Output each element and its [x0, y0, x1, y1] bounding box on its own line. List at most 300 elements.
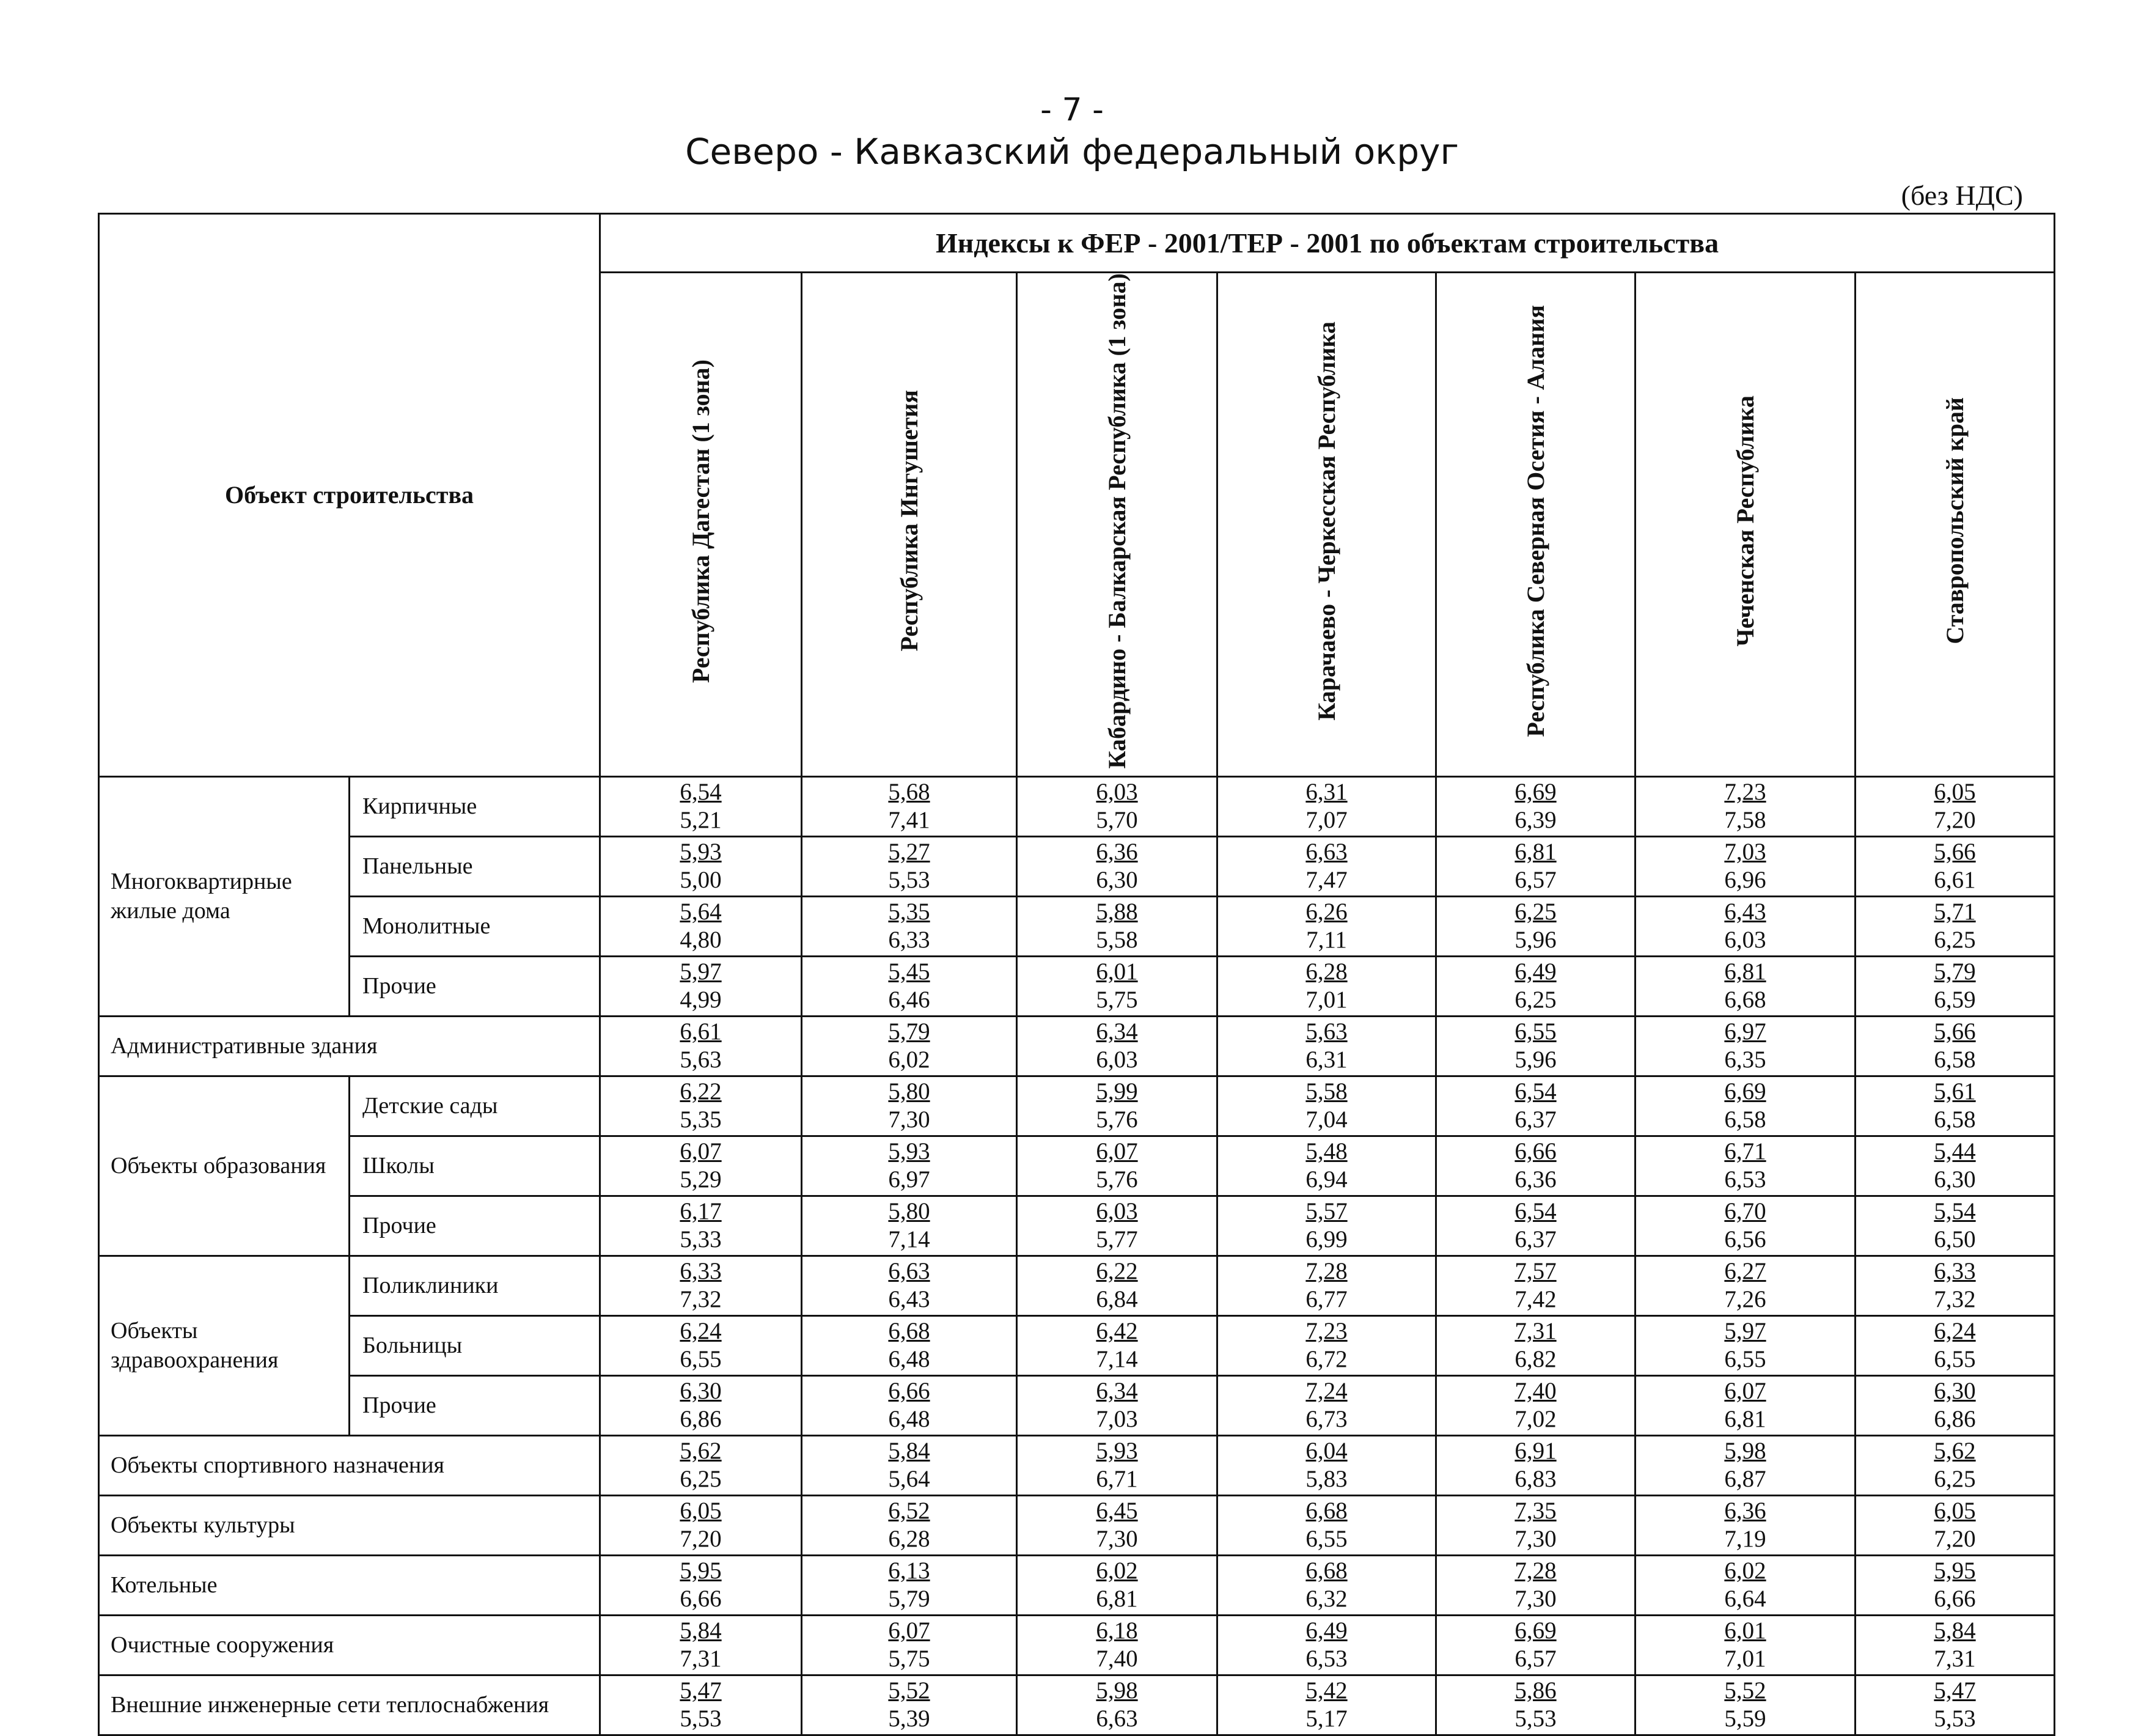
- index-value-top: 6,07: [1096, 1138, 1138, 1164]
- index-value-top: 7,03: [1724, 839, 1766, 865]
- index-value-top: 5,47: [680, 1677, 722, 1704]
- index-cell: [1856, 1315, 2055, 1375]
- table-row: [99, 1136, 2055, 1196]
- index-cell: [1017, 1196, 1217, 1256]
- index-cell: [1217, 1076, 1436, 1136]
- index-cell: [1636, 1675, 1856, 1735]
- index-cell: [1856, 836, 2055, 896]
- index-value-bottom: 6,77: [1305, 1286, 1348, 1312]
- index-value-top: 5,79: [1934, 958, 1976, 985]
- index-value-top: 5,52: [1724, 1677, 1766, 1704]
- index-value-top: 6,68: [888, 1318, 930, 1344]
- region-label: Ставропольский край: [1940, 397, 1969, 645]
- index-value-bottom: 6,31: [1305, 1046, 1348, 1073]
- index-value-bottom: 6,02: [888, 1046, 930, 1073]
- index-cell: [1436, 1076, 1636, 1136]
- index-value-bottom: 5,83: [1305, 1466, 1348, 1492]
- index-value-bottom: 6,46: [888, 987, 930, 1013]
- index-value-bottom: 6,33: [888, 927, 930, 953]
- index-value-top: 5,97: [680, 958, 722, 985]
- index-value-bottom: 5,17: [1305, 1705, 1348, 1732]
- index-value-top: 6,54: [680, 779, 722, 805]
- index-cell: [600, 1555, 802, 1615]
- index-cell: [600, 1136, 802, 1196]
- index-value-bottom: 6,58: [1934, 1046, 1976, 1073]
- index-value-bottom: 6,82: [1514, 1346, 1557, 1372]
- index-value-bottom: 5,76: [1096, 1166, 1138, 1193]
- index-value-bottom: 6,97: [888, 1166, 930, 1193]
- index-cell: [802, 776, 1017, 836]
- index-value-top: 5,52: [888, 1677, 930, 1704]
- index-value-bottom: 6,36: [1514, 1166, 1557, 1193]
- index-cell: [802, 1555, 1017, 1615]
- table-row: [99, 776, 2055, 836]
- index-value-top: 6,55: [1514, 1018, 1557, 1045]
- table-row: [99, 1615, 2055, 1675]
- index-value-bottom: 7,42: [1514, 1286, 1557, 1312]
- index-cell: [1217, 1375, 1436, 1435]
- index-value-top: 5,84: [680, 1617, 722, 1644]
- index-value-bottom: 6,37: [1514, 1106, 1557, 1133]
- index-value-bottom: 6,28: [888, 1526, 930, 1552]
- region-label: Кабардино - Балкарская Республика (1 зона): [1103, 273, 1131, 769]
- index-value-top: 5,44: [1934, 1138, 1976, 1164]
- index-value-top: 6,01: [1096, 958, 1138, 985]
- index-value-bottom: 6,84: [1096, 1286, 1138, 1312]
- index-cell: [802, 1495, 1017, 1555]
- index-value-bottom: 6,57: [1514, 867, 1557, 893]
- index-value-top: 6,54: [1514, 1198, 1557, 1224]
- subtype-label: Больницы: [350, 1315, 600, 1375]
- index-value-top: 6,02: [1724, 1558, 1766, 1584]
- index-cell: [802, 896, 1017, 956]
- index-value-top: 6,34: [1096, 1378, 1138, 1404]
- index-value-bottom: 6,86: [1934, 1406, 1976, 1432]
- group-label: Многоквартирные жилые дома: [99, 776, 350, 1016]
- index-cell: [600, 1315, 802, 1375]
- index-value-bottom: 7,04: [1305, 1106, 1348, 1133]
- object-label: Котельные: [99, 1555, 600, 1615]
- index-value-bottom: 6,03: [1096, 1046, 1138, 1073]
- index-cell: [802, 1196, 1017, 1256]
- index-value-bottom: 7,58: [1724, 807, 1766, 833]
- subtype-label: Детские сады: [350, 1076, 600, 1136]
- subtype-label: Кирпичные: [350, 776, 600, 836]
- index-value-bottom: 7,11: [1306, 927, 1347, 953]
- index-value-bottom: 5,21: [680, 807, 722, 833]
- index-value-top: 5,98: [1724, 1438, 1766, 1464]
- index-cell: [1856, 1136, 2055, 1196]
- index-cell: [1436, 776, 1636, 836]
- index-value-top: 6,22: [680, 1078, 722, 1105]
- index-value-bottom: 6,37: [1514, 1226, 1557, 1252]
- vat-note: (без НДС): [1901, 180, 2023, 211]
- index-cell: [1217, 1435, 1436, 1495]
- index-value-top: 5,42: [1305, 1677, 1348, 1704]
- index-value-top: 5,86: [1514, 1677, 1557, 1704]
- table-row: [99, 1196, 2055, 1256]
- index-cell: [1217, 956, 1436, 1016]
- region-header: [1636, 273, 1856, 777]
- index-value-bottom: 6,25: [680, 1466, 722, 1492]
- index-value-bottom: 5,70: [1096, 807, 1138, 833]
- region-label: Республика Ингушетия: [895, 390, 923, 652]
- index-cell: [1217, 896, 1436, 956]
- index-cell: [1436, 896, 1636, 956]
- subtype-label: Панельные: [350, 836, 600, 896]
- index-cell: [802, 1315, 1017, 1375]
- index-value-top: 5,84: [1934, 1617, 1976, 1644]
- page-number: - 7 -: [1040, 92, 1104, 128]
- index-cell: [600, 1675, 802, 1735]
- index-value-top: 6,70: [1724, 1198, 1766, 1224]
- index-value-bottom: 5,53: [1514, 1705, 1557, 1732]
- index-value-bottom: 6,03: [1724, 927, 1766, 953]
- index-value-bottom: 7,30: [1514, 1586, 1557, 1612]
- index-cell: [1017, 776, 1217, 836]
- index-cell: [600, 1375, 802, 1435]
- index-value-top: 6,05: [680, 1498, 722, 1524]
- table-row: [99, 1016, 2055, 1076]
- index-value-top: 6,71: [1724, 1138, 1766, 1164]
- index-cell: [1017, 1615, 1217, 1675]
- index-cell: [1217, 1315, 1436, 1375]
- index-value-bottom: 6,55: [680, 1346, 722, 1372]
- index-cell: [1436, 1675, 1636, 1735]
- index-value-bottom: 7,20: [680, 1526, 722, 1552]
- index-cell: [1636, 776, 1856, 836]
- index-value-bottom: 6,30: [1096, 867, 1138, 893]
- index-value-bottom: 6,63: [1096, 1705, 1138, 1732]
- index-value-bottom: 7,01: [1305, 987, 1348, 1013]
- index-value-top: 6,22: [1096, 1258, 1138, 1284]
- index-value-top: 6,05: [1934, 779, 1976, 805]
- index-value-top: 6,24: [680, 1318, 722, 1344]
- index-value-bottom: 6,83: [1514, 1466, 1557, 1492]
- index-cell: [1436, 1375, 1636, 1435]
- index-value-bottom: 6,55: [1934, 1346, 1976, 1372]
- index-value-bottom: 5,79: [888, 1586, 930, 1612]
- index-value-top: 5,95: [1934, 1558, 1976, 1584]
- table-row: [99, 956, 2055, 1016]
- object-label: Административные здания: [99, 1016, 600, 1076]
- region-header: [1856, 273, 2055, 777]
- index-value-top: 5,98: [1096, 1677, 1138, 1704]
- index-cell: [1636, 1615, 1856, 1675]
- index-value-top: 6,07: [680, 1138, 722, 1164]
- index-cell: [1856, 1675, 2055, 1735]
- index-value-bottom: 6,71: [1096, 1466, 1138, 1492]
- index-value-top: 6,31: [1305, 779, 1348, 805]
- index-value-bottom: 6,87: [1724, 1466, 1766, 1492]
- index-value-top: 6,81: [1514, 839, 1557, 865]
- index-cell: [1217, 1675, 1436, 1735]
- index-value-top: 6,66: [888, 1378, 930, 1404]
- index-cell: [600, 1016, 802, 1076]
- index-cell: [600, 956, 802, 1016]
- index-cell: [1636, 836, 1856, 896]
- subtype-label: Прочие: [350, 956, 600, 1016]
- index-cell: [1856, 1495, 2055, 1555]
- index-value-top: 6,33: [1934, 1258, 1976, 1284]
- index-cell: [1436, 1555, 1636, 1615]
- index-cell: [1436, 1435, 1636, 1495]
- index-value-bottom: 5,64: [888, 1466, 930, 1492]
- index-cell: [600, 1196, 802, 1256]
- index-value-bottom: 6,61: [1934, 867, 1976, 893]
- index-value-top: 5,80: [888, 1078, 930, 1105]
- index-cell: [802, 1076, 1017, 1136]
- group-label: Объекты образования: [99, 1076, 350, 1256]
- index-value-bottom: 5,76: [1096, 1106, 1138, 1133]
- index-cell: [1636, 1016, 1856, 1076]
- index-value-bottom: 5,96: [1514, 1046, 1557, 1073]
- index-cell: [1017, 836, 1217, 896]
- index-cell: [802, 1675, 1017, 1735]
- index-cell: [600, 896, 802, 956]
- index-value-bottom: 5,53: [1934, 1705, 1976, 1732]
- index-value-top: 6,63: [888, 1258, 930, 1284]
- index-value-bottom: 7,31: [1934, 1646, 1976, 1672]
- index-value-bottom: 6,43: [888, 1286, 930, 1312]
- index-cell: [1217, 836, 1436, 896]
- index-value-bottom: 5,35: [680, 1106, 722, 1133]
- index-value-top: 5,93: [888, 1138, 930, 1164]
- index-value-top: 5,58: [1305, 1078, 1348, 1105]
- index-cell: [1856, 1256, 2055, 1315]
- table-row: [99, 1076, 2055, 1136]
- index-value-top: 6,07: [1724, 1378, 1766, 1404]
- group-label: Объекты здравоохранения: [99, 1256, 350, 1435]
- index-cell: [1436, 1196, 1636, 1256]
- index-cell: [802, 1256, 1017, 1315]
- table-row: [99, 896, 2055, 956]
- index-cell: [1017, 1076, 1217, 1136]
- index-cell: [1217, 1256, 1436, 1315]
- index-cell: [1636, 896, 1856, 956]
- index-value-bottom: 5,59: [1724, 1705, 1766, 1732]
- region-label: Республика Северная Осетия - Алания: [1521, 304, 1549, 737]
- index-value-top: 6,66: [1514, 1138, 1557, 1164]
- index-cell: [1856, 1615, 2055, 1675]
- index-value-bottom: 6,50: [1934, 1226, 1976, 1252]
- index-cell: [1436, 1016, 1636, 1076]
- region-label: Чеченская Республика: [1731, 395, 1759, 647]
- index-cell: [1636, 1495, 1856, 1555]
- index-cell: [1636, 1196, 1856, 1256]
- index-cell: [802, 1435, 1017, 1495]
- index-cell: [1436, 836, 1636, 896]
- index-value-bottom: 5,75: [1096, 987, 1138, 1013]
- index-cell: [802, 1016, 1017, 1076]
- index-value-bottom: 5,77: [1096, 1226, 1138, 1252]
- index-value-top: 6,33: [680, 1258, 722, 1284]
- index-cell: [600, 776, 802, 836]
- index-value-bottom: 6,53: [1305, 1646, 1348, 1672]
- index-value-top: 5,63: [1305, 1018, 1348, 1045]
- index-value-top: 6,43: [1724, 899, 1766, 925]
- index-value-bottom: 6,58: [1934, 1106, 1976, 1133]
- index-value-top: 5,45: [888, 958, 930, 985]
- index-value-bottom: 6,99: [1305, 1226, 1348, 1252]
- object-label: Внешние инженерные сети теплоснабжения: [99, 1675, 600, 1735]
- index-value-top: 5,54: [1934, 1198, 1976, 1224]
- index-value-top: 7,23: [1724, 779, 1766, 805]
- index-value-top: 6,13: [888, 1558, 930, 1584]
- index-value-top: 5,61: [1934, 1078, 1976, 1105]
- index-cell: [1017, 1375, 1217, 1435]
- index-cell: [1436, 1256, 1636, 1315]
- subtype-label: Монолитные: [350, 896, 600, 956]
- index-value-top: 6,34: [1096, 1018, 1138, 1045]
- index-value-top: 6,97: [1724, 1018, 1766, 1045]
- index-cell: [1856, 776, 2055, 836]
- index-cell: [600, 1076, 802, 1136]
- index-value-bottom: 7,30: [1514, 1526, 1557, 1552]
- index-value-bottom: 6,64: [1724, 1586, 1766, 1612]
- index-value-top: 7,40: [1514, 1378, 1557, 1404]
- subtype-label: Поликлиники: [350, 1256, 600, 1315]
- index-value-top: 5,35: [888, 899, 930, 925]
- index-value-top: 6,03: [1096, 779, 1138, 805]
- index-value-top: 7,57: [1514, 1258, 1557, 1284]
- index-value-bottom: 6,57: [1514, 1646, 1557, 1672]
- index-value-top: 5,47: [1934, 1677, 1976, 1704]
- index-cell: [1636, 1256, 1856, 1315]
- index-value-top: 6,36: [1724, 1498, 1766, 1524]
- index-cell: [1856, 1375, 2055, 1435]
- index-value-top: 7,24: [1305, 1378, 1348, 1404]
- index-cell: [1217, 1495, 1436, 1555]
- index-cell: [1636, 1555, 1856, 1615]
- index-value-top: 6,27: [1724, 1258, 1766, 1284]
- index-cell: [802, 1136, 1017, 1196]
- index-value-bottom: 7,03: [1096, 1406, 1138, 1432]
- index-value-top: 6,49: [1514, 958, 1557, 985]
- index-value-bottom: 6,56: [1724, 1226, 1766, 1252]
- indices-table: [98, 213, 2055, 1736]
- index-cell: [802, 956, 1017, 1016]
- index-cell: [1017, 1136, 1217, 1196]
- index-value-top: 5,68: [888, 779, 930, 805]
- index-value-bottom: 6,94: [1305, 1166, 1348, 1193]
- index-value-bottom: 5,53: [888, 867, 930, 893]
- region-label: Карачаево - Черкесская Республика: [1312, 321, 1340, 721]
- index-cell: [1436, 956, 1636, 1016]
- page-title: Северо - Кавказский федеральный округ: [685, 131, 1459, 172]
- index-value-bottom: 6,81: [1724, 1406, 1766, 1432]
- index-cell: [1636, 1375, 1856, 1435]
- index-cell: [1217, 1016, 1436, 1076]
- index-value-bottom: 6,72: [1305, 1346, 1348, 1372]
- index-value-bottom: 7,32: [1934, 1286, 1976, 1312]
- index-value-top: 5,64: [680, 899, 722, 925]
- index-value-bottom: 6,48: [888, 1346, 930, 1372]
- index-value-bottom: 6,86: [680, 1406, 722, 1432]
- index-cell: [802, 1615, 1017, 1675]
- index-value-bottom: 6,35: [1724, 1046, 1766, 1073]
- index-value-bottom: 6,59: [1934, 987, 1976, 1013]
- index-value-bottom: 6,25: [1934, 927, 1976, 953]
- region-header: [802, 273, 1017, 777]
- index-value-top: 5,27: [888, 839, 930, 865]
- index-value-top: 6,01: [1724, 1617, 1766, 1644]
- index-cell: [1217, 1196, 1436, 1256]
- table-row: [99, 1555, 2055, 1615]
- index-value-top: 5,62: [1934, 1438, 1976, 1464]
- index-value-top: 7,28: [1305, 1258, 1348, 1284]
- index-value-top: 6,03: [1096, 1198, 1138, 1224]
- index-value-bottom: 6,39: [1514, 807, 1557, 833]
- index-value-top: 6,18: [1096, 1617, 1138, 1644]
- index-value-top: 5,66: [1934, 1018, 1976, 1045]
- index-value-bottom: 5,53: [680, 1705, 722, 1732]
- index-cell: [802, 836, 1017, 896]
- index-value-top: 6,45: [1096, 1498, 1138, 1524]
- index-value-top: 7,35: [1514, 1498, 1557, 1524]
- index-cell: [1436, 1615, 1636, 1675]
- index-value-bottom: 5,75: [888, 1646, 930, 1672]
- index-value-bottom: 6,32: [1305, 1586, 1348, 1612]
- index-value-bottom: 6,66: [1934, 1586, 1976, 1612]
- index-value-bottom: 5,39: [888, 1705, 930, 1732]
- index-value-top: 6,69: [1514, 779, 1557, 805]
- index-cell: [1017, 1016, 1217, 1076]
- index-value-top: 6,68: [1305, 1498, 1348, 1524]
- index-cell: [1436, 1315, 1636, 1375]
- index-value-bottom: 7,02: [1514, 1406, 1557, 1432]
- index-value-top: 5,93: [1096, 1438, 1138, 1464]
- index-value-top: 6,49: [1305, 1617, 1348, 1644]
- index-value-top: 6,61: [680, 1018, 722, 1045]
- index-value-top: 5,80: [888, 1198, 930, 1224]
- index-cell: [1017, 896, 1217, 956]
- index-value-top: 6,81: [1724, 958, 1766, 985]
- index-value-top: 5,57: [1305, 1198, 1348, 1224]
- table-row: [99, 1375, 2055, 1435]
- index-value-bottom: 5,63: [680, 1046, 722, 1073]
- index-cell: [1856, 1016, 2055, 1076]
- index-value-top: 5,99: [1096, 1078, 1138, 1105]
- index-cell: [1017, 956, 1217, 1016]
- subtype-label: Школы: [350, 1136, 600, 1196]
- table-row: [99, 1435, 2055, 1495]
- index-value-bottom: 6,30: [1934, 1166, 1976, 1193]
- index-value-bottom: 6,48: [888, 1406, 930, 1432]
- table-row: [99, 1675, 2055, 1735]
- index-value-top: 5,95: [680, 1558, 722, 1584]
- index-value-bottom: 6,25: [1514, 987, 1557, 1013]
- index-value-top: 5,62: [680, 1438, 722, 1464]
- index-value-bottom: 6,68: [1724, 987, 1766, 1013]
- index-value-bottom: 6,73: [1305, 1406, 1348, 1432]
- index-value-bottom: 7,20: [1934, 807, 1976, 833]
- indices-header: Индексы к ФЕР - 2001/ТЕР - 2001 по объектам строительства: [600, 214, 2055, 273]
- index-cell: [1856, 1435, 2055, 1495]
- index-value-top: 6,42: [1096, 1318, 1138, 1344]
- table-row: [99, 1256, 2055, 1315]
- index-cell: [1017, 1495, 1217, 1555]
- index-value-top: 5,93: [680, 839, 722, 865]
- index-value-top: 5,79: [888, 1018, 930, 1045]
- index-value-top: 6,54: [1514, 1078, 1557, 1105]
- index-cell: [802, 1375, 1017, 1435]
- region-label: Республика Дагестан (1 зона): [686, 359, 714, 683]
- index-cell: [600, 836, 802, 896]
- index-value-bottom: 4,99: [680, 987, 722, 1013]
- index-cell: [1217, 1136, 1436, 1196]
- index-cell: [1217, 776, 1436, 836]
